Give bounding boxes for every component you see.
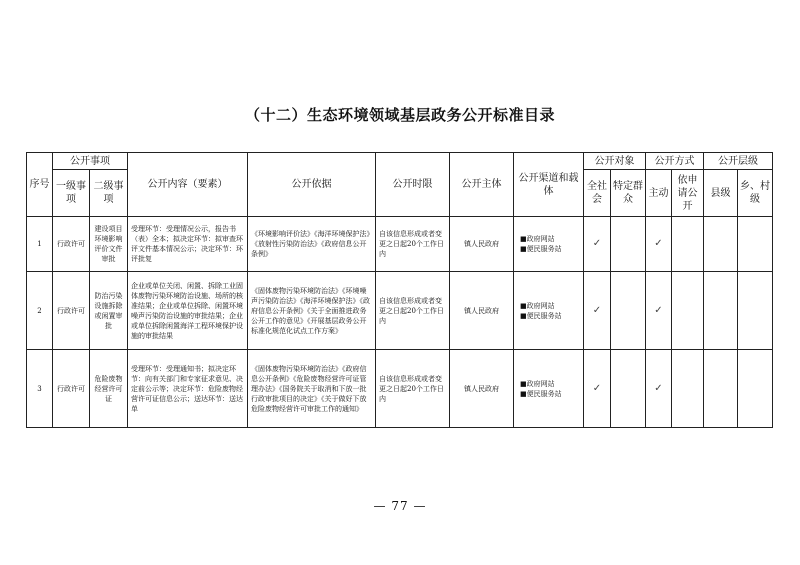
row-level2: 建设项目环境影响评价文件审批 bbox=[90, 217, 128, 272]
row-channels bbox=[514, 272, 584, 350]
row-content: 企业或单位关闭、闲置、拆除工业固体废物污染环境防治设施、场所的核准结果；企业或单位拆除、闲置环境噪声污染防治设施的审批结果；企业或单位拆除闲置海洋工程环境保护设施的审批结果 bbox=[128, 272, 248, 350]
row-level-county-check bbox=[704, 350, 738, 428]
channel-item: ■便民服务站 bbox=[520, 245, 562, 253]
table-row bbox=[27, 272, 773, 350]
row-level2: 防治污染设施拆除或闲置审批 bbox=[90, 272, 128, 350]
row-time-limit: 自该信息形成或者变更之日起20个工作日内 bbox=[376, 272, 450, 350]
row-channels bbox=[514, 217, 584, 272]
header-basis: 公开依据 bbox=[248, 153, 376, 217]
row-target-all-check: ✓ bbox=[584, 217, 611, 272]
row-seq: 3 bbox=[27, 350, 53, 428]
header-method-active: 主动 bbox=[646, 170, 672, 217]
row-basis: 《固体废物污染环境防治法》《环境噪声污染防治法》《海洋环境保护法》《政府信息公开条例》《关于全面推进政务公开工作的意见》《开展基层政务公开标准化规范化试点工作方案》 bbox=[248, 272, 376, 350]
header-level-group: 公开层级 bbox=[704, 153, 773, 170]
row-target-specific-check bbox=[611, 217, 646, 272]
row-basis: 《环境影响评价法》《海洋环境保护法》《放射性污染防治法》《政府信息公开条例》 bbox=[248, 217, 376, 272]
page-number: — 77 — bbox=[373, 499, 427, 513]
header-method-group: 公开方式 bbox=[646, 153, 704, 170]
row-level-county-check bbox=[704, 217, 738, 272]
row-target-specific-check bbox=[611, 350, 646, 428]
page-title: （十二）生态环境领域基层政务公开标准目录 bbox=[244, 106, 555, 124]
row-level-town-check bbox=[738, 272, 773, 350]
header-seq: 序号 bbox=[27, 153, 53, 217]
row-level1: 行政许可 bbox=[53, 350, 90, 428]
row-level-county-check bbox=[704, 272, 738, 350]
header-level2: 二级事项 bbox=[90, 170, 128, 217]
header-target-all: 全社会 bbox=[584, 170, 611, 217]
table-row bbox=[27, 217, 773, 272]
header-target-specific: 特定群众 bbox=[611, 170, 646, 217]
header-items-group: 公开事项 bbox=[53, 153, 128, 170]
header-level1: 一级事项 bbox=[53, 170, 90, 217]
row-level1: 行政许可 bbox=[53, 217, 90, 272]
header-level-county: 县级 bbox=[704, 170, 738, 217]
channel-item: ■政府网站 bbox=[520, 379, 555, 388]
table-row bbox=[27, 350, 773, 428]
row-channels bbox=[514, 350, 584, 428]
header-time-limit: 公开时限 bbox=[376, 153, 450, 217]
row-content: 受理环节：受理情况公示，报告书（表）全本；拟决定环节：拟审查环评文件基本情况公示；决定环节：环评批复 bbox=[128, 217, 248, 272]
row-subject: 镇人民政府 bbox=[450, 272, 514, 350]
row-method-apply-check bbox=[672, 272, 704, 350]
header-channel: 公开渠道和载体 bbox=[514, 153, 584, 217]
channel-item: ■便民服务站 bbox=[520, 311, 562, 320]
row-level1: 行政许可 bbox=[53, 272, 90, 350]
channel-item: ■政府网站 bbox=[520, 235, 555, 243]
row-time-limit: 自该信息形成或者变更之日起20个工作日内 bbox=[376, 217, 450, 272]
row-method-active-check: ✓ bbox=[646, 217, 672, 272]
row-seq: 2 bbox=[27, 272, 53, 350]
row-subject: 镇人民政府 bbox=[450, 217, 514, 272]
row-level2: 危险废物经营许可证 bbox=[90, 350, 128, 428]
row-basis: 《固体废物污染环境防治法》《政府信息公开条例》《危险废物经营许可证管理办法》《国务院关于取消和下放一批行政审批项目的决定》《关于做好下放危险废物经营许可审批工作的通知》 bbox=[248, 350, 376, 428]
row-level-town-check bbox=[738, 350, 773, 428]
row-method-apply-check bbox=[672, 350, 704, 428]
row-level-town-check bbox=[738, 217, 773, 272]
header-content: 公开内容（要素） bbox=[128, 153, 248, 217]
row-subject: 镇人民政府 bbox=[450, 350, 514, 428]
row-method-active-check: ✓ bbox=[646, 272, 672, 350]
row-method-active-check: ✓ bbox=[646, 350, 672, 428]
header-subject: 公开主体 bbox=[450, 153, 514, 217]
row-target-specific-check bbox=[611, 272, 646, 350]
header-method-apply: 依申请公开 bbox=[672, 170, 704, 217]
row-seq: 1 bbox=[27, 217, 53, 272]
header-level-town: 乡、村级 bbox=[738, 170, 773, 217]
row-target-all-check: ✓ bbox=[584, 350, 611, 428]
header-target-group: 公开对象 bbox=[584, 153, 646, 170]
row-time-limit: 自该信息形成或者变更之日起20个工作日内 bbox=[376, 350, 450, 428]
row-method-apply-check bbox=[672, 217, 704, 272]
row-content: 受理环节：受理通知书；拟决定环节：向有关部门和专家征求意见、决定前公示等；决定环节：危险废物经营许可证信息公示；送达环节：送达单 bbox=[128, 350, 248, 428]
channel-item: ■便民服务站 bbox=[520, 389, 562, 398]
channel-item: ■政府网站 bbox=[520, 301, 555, 310]
row-target-all-check: ✓ bbox=[584, 272, 611, 350]
standards-table bbox=[26, 152, 773, 428]
